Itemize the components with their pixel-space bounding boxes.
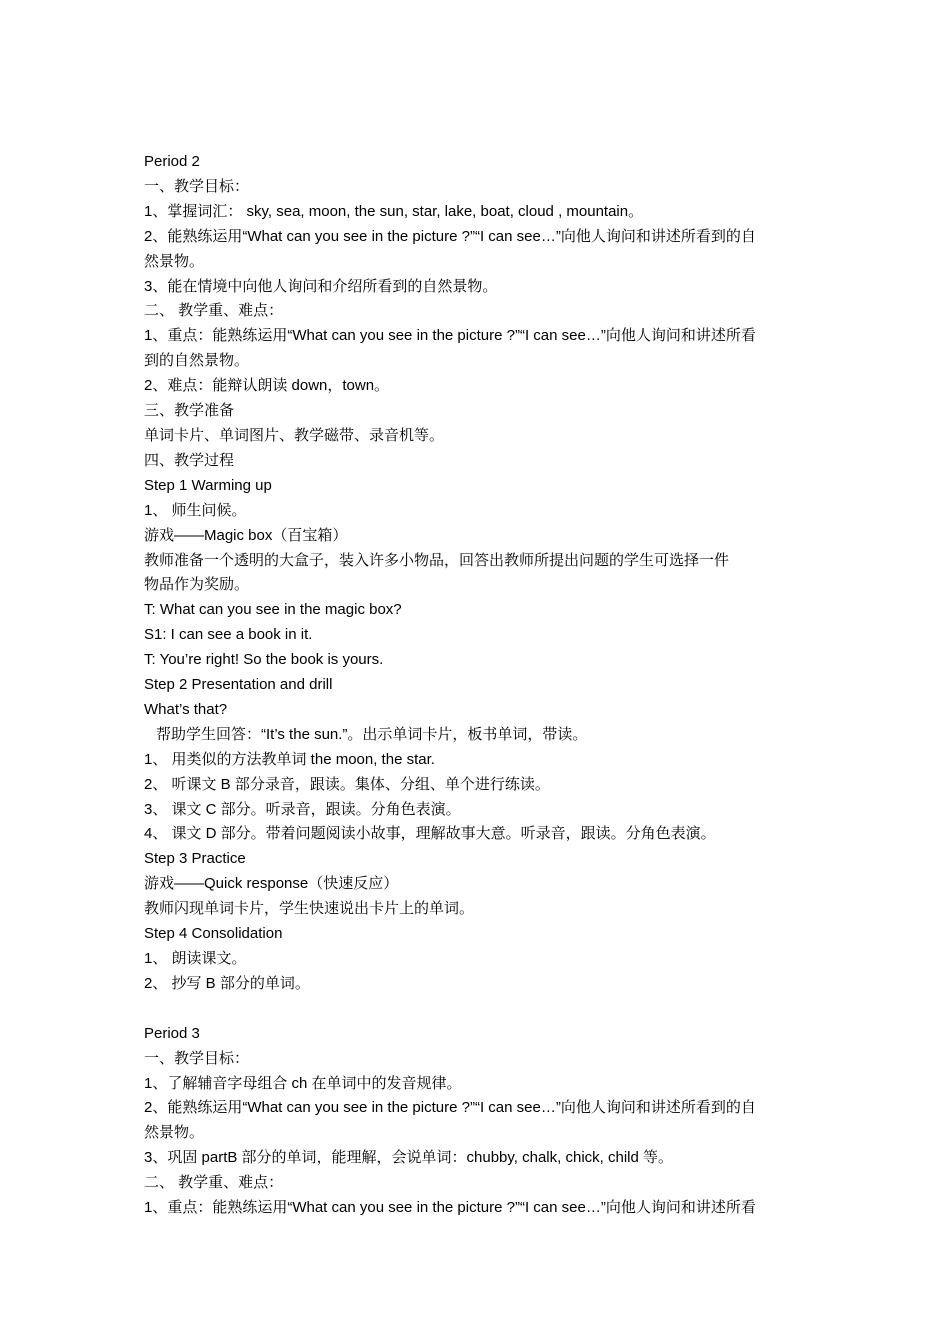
teaching-goals-heading: 一、教学目标： xyxy=(144,177,250,195)
whats-that: What’s that? xyxy=(144,700,228,718)
period-3-key-point-1: 1、重点：能熟练运用“What can you see in the picture ?”“I can see…”向他人询问和讲述所看 xyxy=(144,1199,756,1217)
game-magic-box-desc-1: 教师准备一个透明的大盒子，装入许多小物品，回答出教师所提出问题的学生可选择一件 xyxy=(144,551,730,569)
dialog-line-2: S1: I can see a book in it. xyxy=(144,626,313,644)
period-3-goal-2-line-1: 2、能熟练运用“What can you see in the picture ?”“I can see…”向他人询问和讲述所看到的自 xyxy=(144,1099,756,1117)
blank-line xyxy=(144,997,812,1022)
step-2-item-4: 4、 课文 D 部分。带着问题阅读小故事，理解故事大意。听录音，跟读。分角色表演。 xyxy=(144,825,716,843)
period-3-goals-heading: 一、教学目标： xyxy=(144,1049,250,1067)
period-3-goal-2-line-2: 然景物。 xyxy=(144,1124,205,1142)
goal-context: 3、能在情境中向他人询问和介绍所看到的自然景物。 xyxy=(144,277,498,295)
period-3-goal-3: 3、巩固 partB 部分的单词，能理解，会说单词：chubby, chalk, chick, child 等。 xyxy=(144,1149,674,1167)
difficult-point: 2、难点：能辩认朗读 down，town。 xyxy=(144,377,390,395)
step-3-heading: Step 3 Practice xyxy=(144,850,246,868)
step-2-item-3: 3、 课文 C 部分。听录音，跟读。分角色表演。 xyxy=(144,800,461,818)
game-quick-response-desc: 教师闪现单词卡片，学生快速说出卡片上的单词。 xyxy=(144,900,475,918)
step-4-item-1: 1、 朗读课文。 xyxy=(144,950,247,967)
goal-sentence-line-2: 然景物。 xyxy=(144,252,205,270)
goal-sentence-line-1: 2、能熟练运用“What can you see in the picture ?”“I can see…”向他人询问和讲述所看到的自 xyxy=(144,227,756,245)
goal-vocabulary: 1、掌握词汇： sky, sea, moon, the sun, star, lake, boat, cloud , mountain。 xyxy=(144,202,644,220)
dialog-line-3: T: You’re right! So the book is yours. xyxy=(144,651,384,669)
game-quick-response: 游戏——Quick response（快速反应） xyxy=(144,875,399,893)
game-magic-box: 游戏——Magic box（百宝箱） xyxy=(144,526,348,544)
preparation-text: 单词卡片、单词图片、教学磁带、录音机等。 xyxy=(144,426,445,444)
step-4-heading: Step 4 Consolidation xyxy=(144,925,283,943)
step-1-item-1: 1、 师生问候。 xyxy=(144,501,247,519)
period-3-goal-1: 1、了解辅音字母组合 ch 在单词中的发音规律。 xyxy=(144,1074,462,1092)
game-magic-box-desc-2: 物品作为奖励。 xyxy=(144,576,250,594)
step-1-heading: Step 1 Warming up xyxy=(144,476,272,494)
help-answer: 帮助学生回答：“It’s the sun.”。出示单词卡片，板书单词，带读。 xyxy=(156,725,588,743)
period-3-key-heading: 二、 教学重、难点： xyxy=(144,1174,284,1192)
document-body xyxy=(144,150,812,1221)
step-2-heading: Step 2 Presentation and drill xyxy=(144,676,333,694)
key-points-heading: 二、 教学重、难点： xyxy=(144,302,284,320)
key-point-line-2: 到的自然景物。 xyxy=(144,352,250,370)
dialog-line-1: T: What can you see in the magic box? xyxy=(144,601,402,619)
preparation-heading: 三、教学准备 xyxy=(144,402,235,420)
period-2-title: Period 2 xyxy=(144,153,200,170)
step-2-item-1: 1、 用类似的方法教单词 the moon, the star. xyxy=(144,750,435,768)
key-point-line-1: 1、重点：能熟练运用“What can you see in the picture ?”“I can see…”向他人询问和讲述所看 xyxy=(144,327,756,345)
step-4-item-2: 2、 抄写 B 部分的单词。 xyxy=(144,974,310,992)
step-2-item-2: 2、 听课文 B 部分录音，跟读。集体、分组、单个进行练读。 xyxy=(144,775,550,793)
period-3-title: Period 3 xyxy=(144,1024,200,1042)
process-heading: 四、教学过程 xyxy=(144,451,235,469)
